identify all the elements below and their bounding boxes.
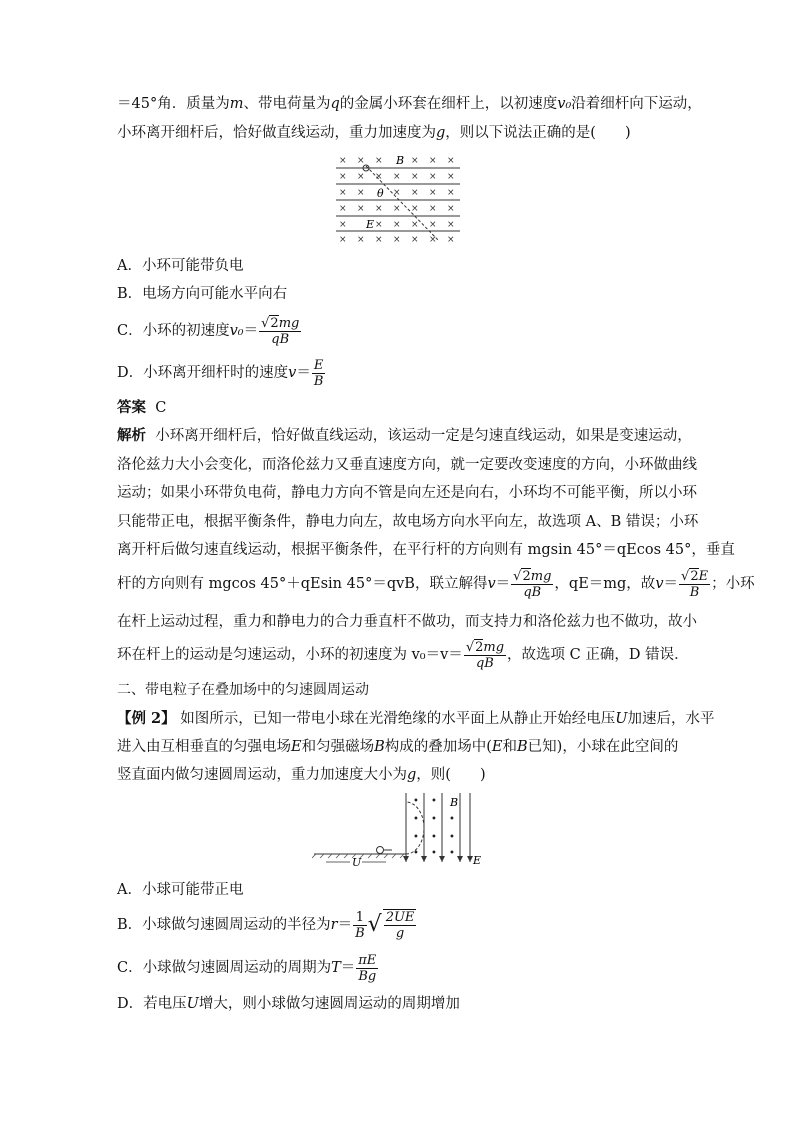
q1-option-c: C．小环的初速度v₀＝ $\frac{√2mg}{qB}$ [117,316,300,347]
q1-option-b: B．电场方向可能水平向右 [117,286,288,302]
q1-option-a: A．小环可能带负电 [117,258,244,274]
q2-field-figure [312,790,492,870]
field-cross: × [357,172,365,182]
field-cross: × [411,235,419,244]
field-cross: × [447,204,455,214]
label-E: E [473,854,482,867]
q1-stem-line2: 小环离开细杆后，恰好做直线运动，重力加速度为g，则以下说法正确的是( ) [117,125,631,141]
q2-stem-l2: 进入由互相垂直的匀强电场E和匀强磁场B构成的叠加场中(E和B已知)，小球在此空间的 [117,739,679,755]
q1-answer: 答案 C [117,399,167,416]
label-B: B [450,796,459,809]
q1-analysis-l8: 环在杆上的运动是匀速运动，小环的初速度为 v₀＝v＝ $\frac{√2mg}{qB}$ ，故选项 C 正确，D 错误． [117,640,689,671]
q1-analysis-l3: 运动；如果小环带负电荷，静电力方向不管是向左还是向右，小环均不可能平衡，所以小环 [117,485,697,501]
q2-option-b: B．小球做匀速圆周运动的半径为r＝ $\frac{1}{B}$ √ $\frac{2UE}{g}$ [117,909,415,941]
fraction: $\frac{√2mg}{qB}$ [513,569,552,600]
field-cross: × [393,188,401,198]
label-E: E [366,218,375,231]
field-cross: × [357,156,365,166]
field-dot: • [449,848,455,859]
field-cross: × [339,156,347,166]
fraction: $\frac{√2E}{B}$ [681,569,709,600]
magnetic-field-dots [413,796,455,859]
section-title: 二、带电粒子在叠加场中的匀速圆周运动 [117,682,369,698]
fraction: $\frac{√2mg}{qB}$ [261,316,300,347]
field-cross: × [411,172,419,182]
q1-analysis-l7: 在杆上运动过程，重力和静电力的合力垂直杆不做功，而支持力和洛伦兹力也不做功，故小 [117,614,697,630]
field-cross: × [357,204,365,214]
field-cross: × [375,156,383,166]
field-cross: × [375,172,383,182]
field-cross: × [411,220,419,230]
field-dot: • [431,848,437,859]
field-cross: × [393,204,401,214]
field-cross: × [411,188,419,198]
field-cross: × [339,188,347,198]
q1-field-figure [330,152,466,244]
field-cross: × [447,172,455,182]
q1-option-d: D．小环离开细杆时的速度v＝ $\frac{E}{B}$ [117,357,324,389]
field-cross: × [429,188,437,198]
q1-analysis-l6: 杆的方向则有 mgcos 45°＋qEsin 45°＝qvB，联立解得v＝ $\frac{√2mg}{qB}$ ，qE＝mg，故v＝ $\frac{√2E}{B}$ ；小环 [117,569,755,600]
field-cross: × [357,188,365,198]
fraction: $\frac{\pi E}{Bg}$ [358,952,377,984]
field-cross: × [375,204,383,214]
field-dot: • [413,796,419,807]
q1-analysis-l4: 只能带正电，根据平衡条件，静电力向左，故电场方向水平向左，故选项 A、B 错误；小环 [117,514,699,530]
q1-analysis-l1: 解析 小环离开细杆后，恰好做直线运动，该运动一定是匀速直线运动，如果是变速运动， [117,427,692,444]
field-cross: × [447,235,455,244]
q2-stem-l1: 【例 2】 如图所示，已知一带电小球在光滑绝缘的水平面上从静止开始经电压U加速后，水平 [117,710,715,727]
q2-stem-l3: 竖直面内做匀速圆周运动，重力加速度大小为g，则( ) [117,767,486,783]
field-cross: × [429,172,437,182]
label-U: U [352,856,362,869]
field-cross: × [429,156,437,166]
field-cross: × [375,235,383,244]
fraction: $\frac{E}{B}$ [313,357,324,389]
field-cross: × [429,235,437,244]
field-dot: • [413,848,419,859]
field-cross: × [339,204,347,214]
field-cross: × [429,220,437,230]
field-cross: × [447,156,455,166]
q2-option-d: D．若电压U增大，则小球做匀速圆周运动的周期增加 [117,996,460,1012]
field-cross: × [339,220,347,230]
field-cross: × [447,220,455,230]
label-theta: θ [377,187,384,200]
label-B: B [396,154,405,167]
field-cross: × [339,172,347,182]
q1-analysis-l2: 洛伦兹力大小会变化，而洛伦兹力又垂直速度方向，就一定要改变速度的方向，小环做曲线 [117,457,697,473]
circular-path [406,802,424,854]
field-dot: • [431,796,437,807]
field-cross: × [339,235,347,244]
field-dot: • [449,832,455,843]
fraction: $\frac{1}{B}$ [355,909,365,941]
field-dot: • [449,814,455,825]
ball-icon [377,847,384,854]
field-cross: × [393,172,401,182]
field-cross: × [447,188,455,198]
field-dot: • [431,814,437,825]
field-cross: × [393,220,401,230]
q2-option-a: A．小球可能带正电 [117,882,244,898]
field-cross: × [411,204,419,214]
field-dot: • [413,832,419,843]
field-cross: × [393,235,401,244]
q1-analysis-l5: 离开杆后做匀速直线运动，根据平衡条件，在平行杆的方向则有 mgsin 45°＝qEcos 45°，垂直 [117,542,735,558]
field-cross: × [357,235,365,244]
q2-option-c: C．小球做匀速圆周运动的周期为T＝ $\frac{\pi E}{Bg}$ [117,952,377,984]
q1-stem-line1: ＝45°角．质量为m、带电荷量为q的金属小环套在细杆上，以初速度v₀沿着细杆向下运动， [117,96,702,112]
field-cross: × [429,204,437,214]
fraction: $\frac{√2mg}{qB}$ [465,640,505,671]
field-cross: × [375,220,383,230]
field-dot: • [431,832,437,843]
field-dot: • [413,814,419,825]
field-cross: × [411,156,419,166]
fraction: $\frac{2UE}{g}$ [383,909,417,941]
